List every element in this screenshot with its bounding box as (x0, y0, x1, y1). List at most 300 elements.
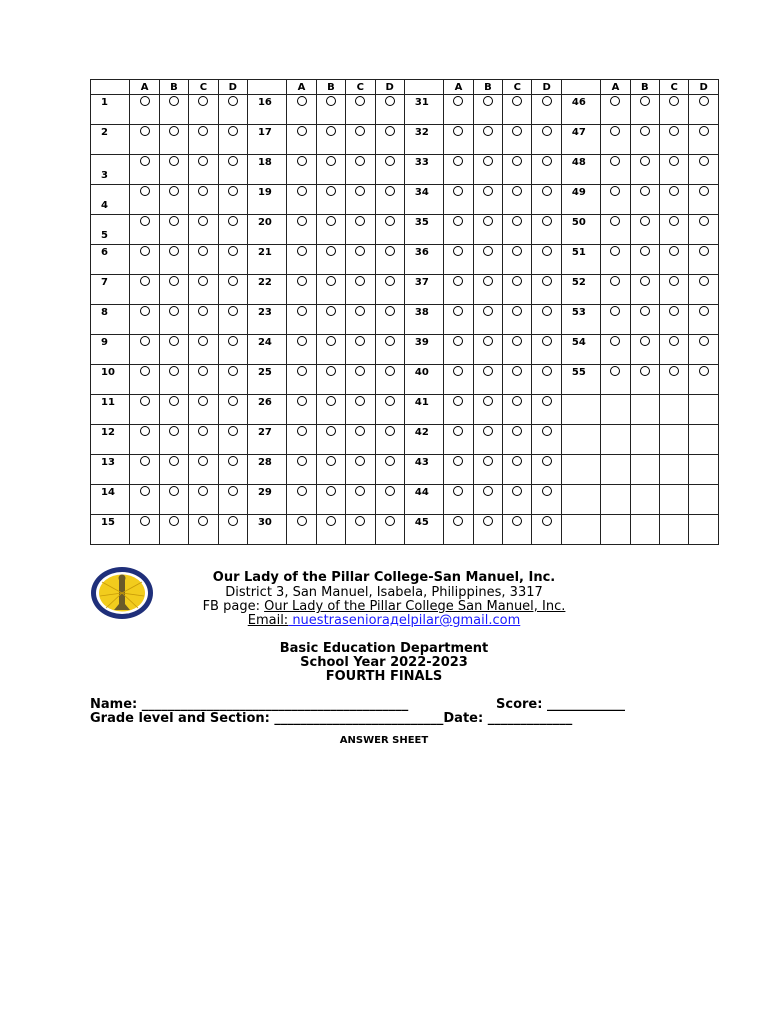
answer-bubble-a[interactable] (140, 306, 150, 316)
answer-bubble-c[interactable] (198, 336, 208, 346)
answer-bubble-c[interactable] (669, 156, 679, 166)
score-blank[interactable]: ____________ (546, 697, 625, 712)
choice-cell (503, 515, 532, 545)
answer-bubble-d[interactable] (228, 306, 238, 316)
answer-bubble-c[interactable] (355, 456, 365, 466)
grade-section-field[interactable] (90, 711, 572, 726)
answer-bubble-d[interactable] (228, 246, 238, 256)
answer-bubble-b[interactable] (326, 456, 336, 466)
answer-bubble-d[interactable] (699, 126, 709, 136)
answer-bubble-c[interactable] (198, 96, 208, 106)
answer-bubble-c[interactable] (512, 336, 522, 346)
answer-bubble-b[interactable] (483, 126, 493, 136)
answer-bubble-a[interactable] (453, 456, 463, 466)
answer-bubble-c[interactable] (669, 216, 679, 226)
answer-bubble-c[interactable] (669, 186, 679, 196)
answer-bubble-b[interactable] (169, 96, 179, 106)
answer-bubble-d[interactable] (542, 366, 552, 376)
answer-bubble-d[interactable] (228, 126, 238, 136)
answer-bubble-a[interactable] (610, 186, 620, 196)
answer-bubble-d[interactable] (385, 396, 395, 406)
choice-cell (473, 485, 502, 515)
answer-bubble-c[interactable] (198, 156, 208, 166)
answer-bubble-d[interactable] (228, 96, 238, 106)
answer-bubble-d[interactable] (385, 96, 395, 106)
answer-bubble-a[interactable] (453, 306, 463, 316)
choice-cell (346, 425, 375, 455)
answer-bubble-c[interactable] (669, 276, 679, 286)
question-number-label: 7 (101, 277, 108, 288)
answer-bubble-b[interactable] (326, 336, 336, 346)
answer-bubble-a[interactable] (610, 216, 620, 226)
question-number-label: 22 (257, 277, 272, 288)
answer-bubble-c[interactable] (512, 216, 522, 226)
answer-bubble-c[interactable] (669, 366, 679, 376)
answer-bubble-a[interactable] (297, 156, 307, 166)
answer-bubble-b[interactable] (483, 486, 493, 496)
answer-bubble-b[interactable] (326, 486, 336, 496)
answer-bubble-b[interactable] (483, 186, 493, 196)
answer-bubble-c[interactable] (512, 246, 522, 256)
choice-cell (130, 155, 159, 185)
answer-bubble-d[interactable] (542, 156, 552, 166)
answer-bubble-c[interactable] (669, 336, 679, 346)
choice-cell (601, 275, 630, 305)
answer-bubble-d[interactable] (385, 126, 395, 136)
answer-bubble-a[interactable] (453, 516, 463, 526)
question-number-label: 48 (571, 157, 586, 168)
answer-bubble-a[interactable] (297, 456, 307, 466)
answer-bubble-b[interactable] (640, 96, 650, 106)
answer-bubble-b[interactable] (483, 306, 493, 316)
question-number-label: 2 (101, 127, 108, 138)
answer-bubble-b[interactable] (640, 336, 650, 346)
choice-cell (444, 245, 473, 275)
answer-bubble-c[interactable] (669, 306, 679, 316)
answer-bubble-a[interactable] (140, 456, 150, 466)
empty-cell (601, 425, 630, 455)
answer-bubble-b[interactable] (326, 426, 336, 436)
answer-bubble-d[interactable] (228, 426, 238, 436)
answer-bubble-a[interactable] (297, 516, 307, 526)
answer-bubble-d[interactable] (228, 156, 238, 166)
answer-bubble-c[interactable] (198, 456, 208, 466)
answer-bubble-a[interactable] (453, 276, 463, 286)
empty-cell (630, 455, 659, 485)
answer-bubble-d[interactable] (228, 216, 238, 226)
answer-bubble-b[interactable] (326, 216, 336, 226)
empty-cell (660, 515, 689, 545)
answer-bubble-c[interactable] (512, 456, 522, 466)
answer-bubble-b[interactable] (640, 246, 650, 256)
answer-bubble-a[interactable] (297, 306, 307, 316)
answer-bubble-d[interactable] (542, 456, 552, 466)
answer-bubble-b[interactable] (483, 96, 493, 106)
answer-bubble-a[interactable] (140, 426, 150, 436)
answer-bubble-d[interactable] (385, 336, 395, 346)
answer-bubble-b[interactable] (326, 366, 336, 376)
answer-bubble-b[interactable] (483, 456, 493, 466)
choice-cell (346, 515, 375, 545)
question-number-label: 4 (101, 200, 108, 211)
choice-cell (159, 515, 188, 545)
answer-bubble-d[interactable] (385, 456, 395, 466)
answer-bubble-c[interactable] (355, 246, 365, 256)
answer-bubble-b[interactable] (169, 246, 179, 256)
answer-row (91, 425, 719, 455)
answer-bubble-b[interactable] (483, 246, 493, 256)
answer-bubble-b[interactable] (169, 156, 179, 166)
answer-bubble-c[interactable] (198, 216, 208, 226)
answer-bubble-d[interactable] (228, 186, 238, 196)
answer-bubble-b[interactable] (326, 246, 336, 256)
answer-bubble-d[interactable] (228, 276, 238, 286)
answer-bubble-a[interactable] (453, 156, 463, 166)
answer-bubble-d[interactable] (699, 96, 709, 106)
answer-bubble-a[interactable] (140, 126, 150, 136)
answer-bubble-c[interactable] (198, 396, 208, 406)
answer-bubble-d[interactable] (542, 276, 552, 286)
answer-bubble-c[interactable] (355, 126, 365, 136)
question-number-label: 50 (571, 217, 586, 228)
school-year: School Year 2022-2023 (300, 655, 468, 670)
answer-bubble-c[interactable] (512, 276, 522, 286)
answer-bubble-d[interactable] (385, 426, 395, 436)
answer-bubble-a[interactable] (140, 276, 150, 286)
answer-bubble-b[interactable] (640, 276, 650, 286)
choice-cell (660, 185, 689, 215)
answer-bubble-a[interactable] (610, 126, 620, 136)
answer-bubble-d[interactable] (228, 456, 238, 466)
answer-bubble-b[interactable] (326, 276, 336, 286)
choice-cell (660, 305, 689, 335)
question-number-label: 30 (257, 517, 272, 528)
answer-bubble-c[interactable] (355, 276, 365, 286)
answer-bubble-b[interactable] (169, 126, 179, 136)
answer-bubble-a[interactable] (453, 96, 463, 106)
answer-bubble-b[interactable] (169, 396, 179, 406)
choice-cell (503, 275, 532, 305)
answer-bubble-d[interactable] (699, 156, 709, 166)
choice-cell (601, 185, 630, 215)
answer-bubble-d[interactable] (542, 306, 552, 316)
answer-bubble-c[interactable] (512, 186, 522, 196)
answer-bubble-d[interactable] (228, 516, 238, 526)
answer-bubble-c[interactable] (512, 156, 522, 166)
answer-bubble-b[interactable] (169, 516, 179, 526)
answer-bubble-b[interactable] (483, 366, 493, 376)
answer-bubble-c[interactable] (355, 216, 365, 226)
question-number-label: 23 (257, 307, 272, 318)
answer-bubble-a[interactable] (453, 426, 463, 436)
answer-bubble-b[interactable] (640, 366, 650, 376)
choice-cell (346, 125, 375, 155)
choice-cell (473, 365, 502, 395)
answer-bubble-a[interactable] (297, 126, 307, 136)
answer-bubble-d[interactable] (542, 216, 552, 226)
question-number-label: 28 (257, 457, 272, 468)
answer-bubble-d[interactable] (699, 366, 709, 376)
answer-bubble-a[interactable] (140, 396, 150, 406)
answer-bubble-c[interactable] (512, 306, 522, 316)
fb-page-label: FB page: (202, 599, 265, 614)
answer-bubble-d[interactable] (385, 216, 395, 226)
grid-header-blank (247, 80, 286, 95)
answer-bubble-c[interactable] (198, 276, 208, 286)
choice-cell (316, 515, 345, 545)
answer-bubble-a[interactable] (453, 486, 463, 496)
answer-bubble-a[interactable] (610, 306, 620, 316)
choice-cell (689, 275, 718, 305)
answer-bubble-a[interactable] (610, 366, 620, 376)
answer-bubble-c[interactable] (669, 96, 679, 106)
answer-bubble-c[interactable] (198, 246, 208, 256)
choice-cell (189, 275, 218, 305)
question-number (247, 515, 286, 545)
choice-cell (159, 365, 188, 395)
answer-bubble-a[interactable] (453, 396, 463, 406)
answer-bubble-d[interactable] (542, 246, 552, 256)
answer-bubble-b[interactable] (483, 516, 493, 526)
answer-bubble-a[interactable] (297, 246, 307, 256)
answer-bubble-a[interactable] (453, 366, 463, 376)
score-field[interactable] (496, 697, 625, 712)
answer-bubble-a[interactable] (610, 156, 620, 166)
answer-bubble-c[interactable] (355, 96, 365, 106)
answer-bubble-c[interactable] (355, 306, 365, 316)
answer-bubble-c[interactable] (512, 366, 522, 376)
answer-bubble-c[interactable] (355, 486, 365, 496)
answer-bubble-d[interactable] (542, 126, 552, 136)
answer-bubble-b[interactable] (483, 396, 493, 406)
answer-bubble-a[interactable] (297, 396, 307, 406)
choice-cell (473, 275, 502, 305)
answer-bubble-b[interactable] (169, 306, 179, 316)
fb-page-link[interactable]: Our Lady of the Pillar College San Manuel, Inc. (264, 599, 566, 614)
answer-bubble-a[interactable] (297, 96, 307, 106)
answer-bubble-a[interactable] (140, 486, 150, 496)
choice-cell (316, 245, 345, 275)
choice-cell (375, 275, 404, 305)
answer-bubble-a[interactable] (297, 426, 307, 436)
answer-bubble-b[interactable] (483, 276, 493, 286)
answer-bubble-d[interactable] (699, 246, 709, 256)
answer-bubble-b[interactable] (169, 216, 179, 226)
answer-row (91, 515, 719, 545)
answer-bubble-c[interactable] (512, 426, 522, 436)
answer-bubble-c[interactable] (355, 396, 365, 406)
answer-bubble-c[interactable] (512, 516, 522, 526)
choice-cell (218, 515, 247, 545)
answer-bubble-b[interactable] (169, 186, 179, 196)
answer-bubble-a[interactable] (297, 276, 307, 286)
answer-bubble-a[interactable] (140, 186, 150, 196)
answer-bubble-a[interactable] (140, 156, 150, 166)
answer-bubble-c[interactable] (198, 366, 208, 376)
answer-bubble-a[interactable] (140, 516, 150, 526)
choice-cell (532, 215, 561, 245)
answer-bubble-d[interactable] (542, 186, 552, 196)
answer-bubble-a[interactable] (140, 246, 150, 256)
answer-bubble-a[interactable] (453, 126, 463, 136)
answer-bubble-c[interactable] (198, 306, 208, 316)
answer-bubble-c[interactable] (512, 396, 522, 406)
answer-bubble-c[interactable] (669, 246, 679, 256)
choice-cell (444, 215, 473, 245)
answer-bubble-c[interactable] (198, 486, 208, 496)
question-number (561, 155, 600, 185)
choice-cell (159, 215, 188, 245)
answer-bubble-c[interactable] (198, 426, 208, 436)
answer-row (91, 365, 719, 395)
question-number (91, 365, 130, 395)
question-number-label: 1 (101, 97, 108, 108)
name-field[interactable] (90, 697, 408, 712)
answer-bubble-b[interactable] (169, 456, 179, 466)
answer-bubble-c[interactable] (512, 96, 522, 106)
answer-bubble-d[interactable] (385, 246, 395, 256)
answer-bubble-b[interactable] (326, 186, 336, 196)
answer-bubble-d[interactable] (385, 516, 395, 526)
grade-blank[interactable]: __________________________ (274, 711, 444, 726)
answer-bubble-d[interactable] (228, 336, 238, 346)
choice-cell (287, 95, 316, 125)
question-number-label: 51 (571, 247, 586, 258)
answer-bubble-b[interactable] (640, 156, 650, 166)
answer-bubble-d[interactable] (699, 336, 709, 346)
answer-bubble-b[interactable] (483, 426, 493, 436)
answer-bubble-c[interactable] (355, 426, 365, 436)
choice-cell (532, 455, 561, 485)
question-number (561, 95, 600, 125)
answer-bubble-a[interactable] (610, 96, 620, 106)
question-number-label: 21 (257, 247, 272, 258)
answer-bubble-b[interactable] (483, 336, 493, 346)
answer-bubble-d[interactable] (542, 486, 552, 496)
answer-bubble-a[interactable] (297, 336, 307, 346)
email-link[interactable]: nuestraseniorадelpilar@gmail.com (288, 613, 521, 628)
question-number (404, 305, 443, 335)
answer-bubble-a[interactable] (453, 336, 463, 346)
choice-letter-header: B (159, 80, 188, 95)
answer-bubble-c[interactable] (198, 516, 208, 526)
answer-bubble-b[interactable] (169, 336, 179, 346)
answer-bubble-a[interactable] (297, 366, 307, 376)
answer-bubble-d[interactable] (699, 276, 709, 286)
question-number-label: 41 (414, 397, 429, 408)
answer-bubble-a[interactable] (140, 366, 150, 376)
grid-header-blank (404, 80, 443, 95)
answer-bubble-b[interactable] (169, 366, 179, 376)
answer-bubble-a[interactable] (297, 216, 307, 226)
answer-bubble-a[interactable] (610, 246, 620, 256)
choice-cell (287, 125, 316, 155)
choice-cell (660, 365, 689, 395)
answer-bubble-b[interactable] (169, 486, 179, 496)
answer-bubble-a[interactable] (140, 96, 150, 106)
name-blank[interactable]: _________________________________________ (141, 697, 409, 712)
answer-bubble-a[interactable] (610, 336, 620, 346)
question-number (247, 155, 286, 185)
answer-bubble-c[interactable] (355, 366, 365, 376)
answer-bubble-d[interactable] (699, 306, 709, 316)
answer-bubble-b[interactable] (169, 426, 179, 436)
choice-cell (218, 155, 247, 185)
answer-bubble-b[interactable] (326, 156, 336, 166)
answer-bubble-c[interactable] (355, 156, 365, 166)
answer-row (91, 395, 719, 425)
answer-bubble-d[interactable] (385, 156, 395, 166)
answer-bubble-a[interactable] (453, 246, 463, 256)
answer-bubble-d[interactable] (542, 336, 552, 346)
answer-bubble-c[interactable] (669, 126, 679, 136)
empty-cell (561, 515, 600, 545)
answer-bubble-b[interactable] (640, 126, 650, 136)
answer-bubble-d[interactable] (228, 486, 238, 496)
answer-bubble-d[interactable] (542, 426, 552, 436)
answer-bubble-d[interactable] (385, 306, 395, 316)
answer-bubble-b[interactable] (483, 156, 493, 166)
answer-bubble-c[interactable] (355, 186, 365, 196)
choice-cell (346, 275, 375, 305)
empty-cell (660, 425, 689, 455)
answer-bubble-d[interactable] (385, 186, 395, 196)
answer-bubble-b[interactable] (326, 516, 336, 526)
answer-bubble-a[interactable] (140, 336, 150, 346)
date-blank[interactable]: _____________ (487, 711, 573, 726)
choice-cell (218, 305, 247, 335)
answer-bubble-d[interactable] (542, 396, 552, 406)
answer-bubble-d[interactable] (228, 366, 238, 376)
answer-bubble-d[interactable] (385, 276, 395, 286)
answer-bubble-c[interactable] (512, 126, 522, 136)
answer-bubble-c[interactable] (355, 336, 365, 346)
answer-bubble-c[interactable] (198, 186, 208, 196)
answer-bubble-a[interactable] (297, 186, 307, 196)
answer-bubble-d[interactable] (542, 516, 552, 526)
answer-bubble-b[interactable] (326, 306, 336, 316)
answer-bubble-d[interactable] (228, 396, 238, 406)
answer-bubble-d[interactable] (699, 216, 709, 226)
answer-bubble-b[interactable] (326, 96, 336, 106)
answer-bubble-b[interactable] (640, 216, 650, 226)
school-name: Our Lady of the Pillar College-San Manuel, Inc. (212, 570, 556, 585)
choice-cell (444, 95, 473, 125)
answer-bubble-b[interactable] (483, 216, 493, 226)
answer-bubble-c[interactable] (355, 516, 365, 526)
answer-bubble-c[interactable] (198, 126, 208, 136)
choice-cell (130, 365, 159, 395)
answer-bubble-b[interactable] (640, 306, 650, 316)
answer-bubble-a[interactable] (610, 276, 620, 286)
choice-cell (287, 395, 316, 425)
answer-bubble-c[interactable] (512, 486, 522, 496)
answer-bubble-a[interactable] (453, 216, 463, 226)
answer-bubble-b[interactable] (326, 396, 336, 406)
answer-bubble-a[interactable] (297, 486, 307, 496)
answer-bubble-d[interactable] (385, 486, 395, 496)
answer-bubble-d[interactable] (699, 186, 709, 196)
answer-row (91, 95, 719, 125)
answer-bubble-d[interactable] (385, 366, 395, 376)
answer-bubble-a[interactable] (453, 186, 463, 196)
answer-bubble-b[interactable] (326, 126, 336, 136)
choice-cell (218, 95, 247, 125)
answer-bubble-d[interactable] (542, 96, 552, 106)
answer-bubble-b[interactable] (640, 186, 650, 196)
answer-bubble-b[interactable] (169, 276, 179, 286)
answer-bubble-a[interactable] (140, 216, 150, 226)
